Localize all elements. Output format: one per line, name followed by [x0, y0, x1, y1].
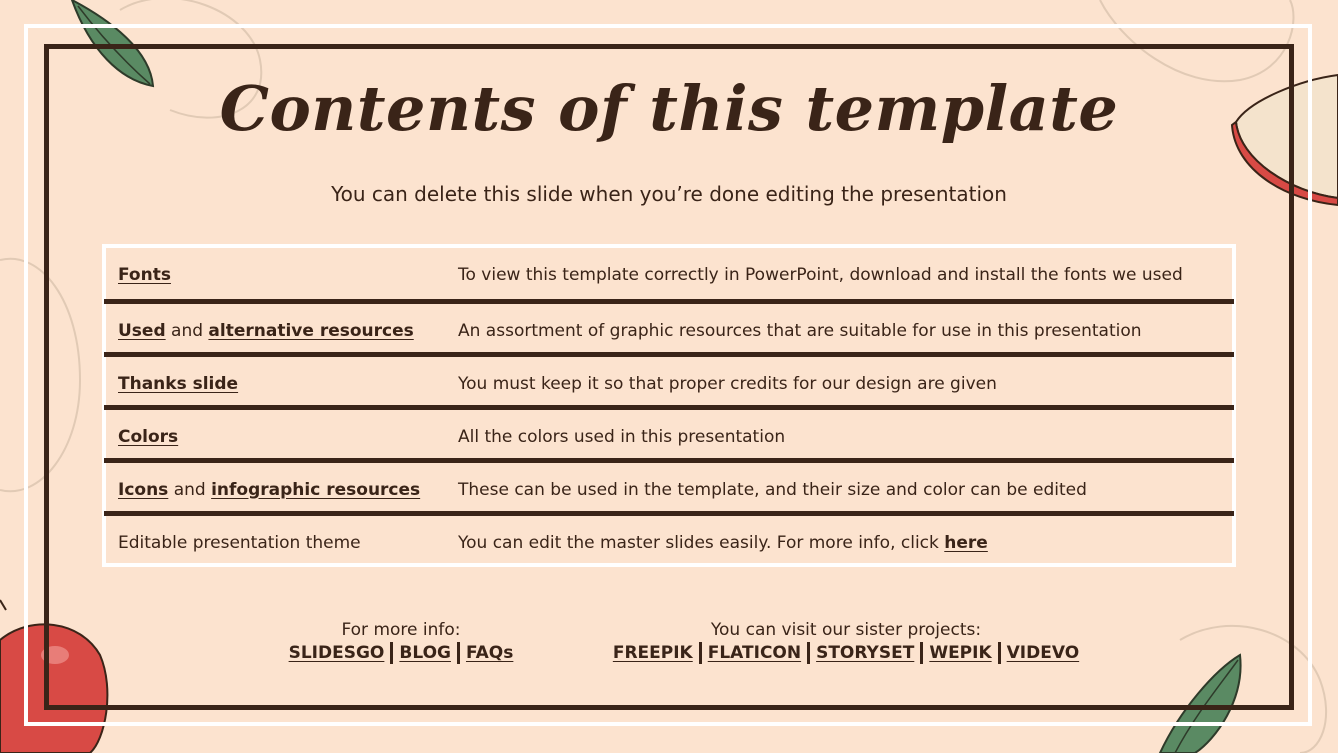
row-description: These can be used in the template, and their size and color can be edited [458, 479, 1087, 500]
thanks-slide-link[interactable]: Thanks slide [118, 373, 239, 394]
row-label [118, 374, 238, 394]
row-description: You must keep it so that proper credits for our design are given [458, 373, 997, 394]
freepik-link[interactable]: FREEPIK [612, 643, 693, 663]
infographic-resources-link[interactable]: infographic resources [211, 479, 421, 500]
link-separator [390, 642, 393, 664]
link-separator [699, 642, 702, 664]
row-description: An assortment of graphic resources that are suitable for use in this presentation [458, 320, 1142, 341]
colors-link[interactable]: Colors [118, 426, 179, 447]
table-row [106, 463, 1232, 516]
alternative-resources-link[interactable]: alternative resources [208, 320, 414, 341]
footer-more-info-label: For more info: [341, 620, 461, 640]
table-row [106, 248, 1232, 301]
used-link[interactable]: Used [118, 320, 166, 341]
flaticon-link[interactable]: FLATICON [707, 643, 802, 663]
slide-subtitle: You can delete this slide when you’re done editing the presentation [331, 182, 1007, 206]
row-label [118, 265, 171, 285]
faqs-link[interactable]: FAQs [465, 643, 514, 663]
row-label [118, 427, 178, 447]
wepik-link[interactable]: WEPIK [929, 643, 992, 663]
footer-sister-projects [596, 620, 1096, 664]
row-label-connector: and [165, 320, 209, 341]
table-row [106, 410, 1232, 463]
videvo-link[interactable]: VIDEVO [1006, 643, 1080, 663]
blog-link[interactable]: BLOG [399, 643, 451, 663]
table-row [106, 516, 1232, 569]
row-description: All the colors used in this presentation [458, 426, 786, 447]
link-separator [998, 642, 1001, 664]
footer-sister-projects-links [596, 642, 1096, 664]
storyset-link[interactable]: STORYSET [816, 643, 915, 663]
row-label-connector: and [168, 479, 212, 500]
link-separator [457, 642, 460, 664]
row-description-text: You can edit the master slides easily. For more info, click [458, 532, 945, 553]
row-label [118, 480, 420, 500]
link-separator [807, 642, 810, 664]
slidesgo-link[interactable]: SLIDESGO [288, 643, 385, 663]
row-description: To view this template correctly in PowerPoint, download and install the fonts we used [458, 264, 1183, 285]
footer-more-info [280, 620, 522, 664]
fonts-link[interactable]: Fonts [118, 264, 171, 285]
link-separator [920, 642, 923, 664]
table-row [106, 304, 1232, 357]
row-description [458, 533, 988, 553]
contents-table [102, 244, 1236, 567]
icons-link[interactable]: Icons [118, 479, 169, 500]
table-row [106, 357, 1232, 410]
row-label: Editable presentation theme [118, 532, 361, 553]
slide-title: Contents of this template [219, 72, 1119, 145]
footer-more-info-links [280, 642, 522, 664]
here-link[interactable]: here [944, 532, 988, 553]
footer-sister-projects-label: You can visit our sister projects: [710, 620, 982, 640]
row-label [118, 321, 414, 341]
